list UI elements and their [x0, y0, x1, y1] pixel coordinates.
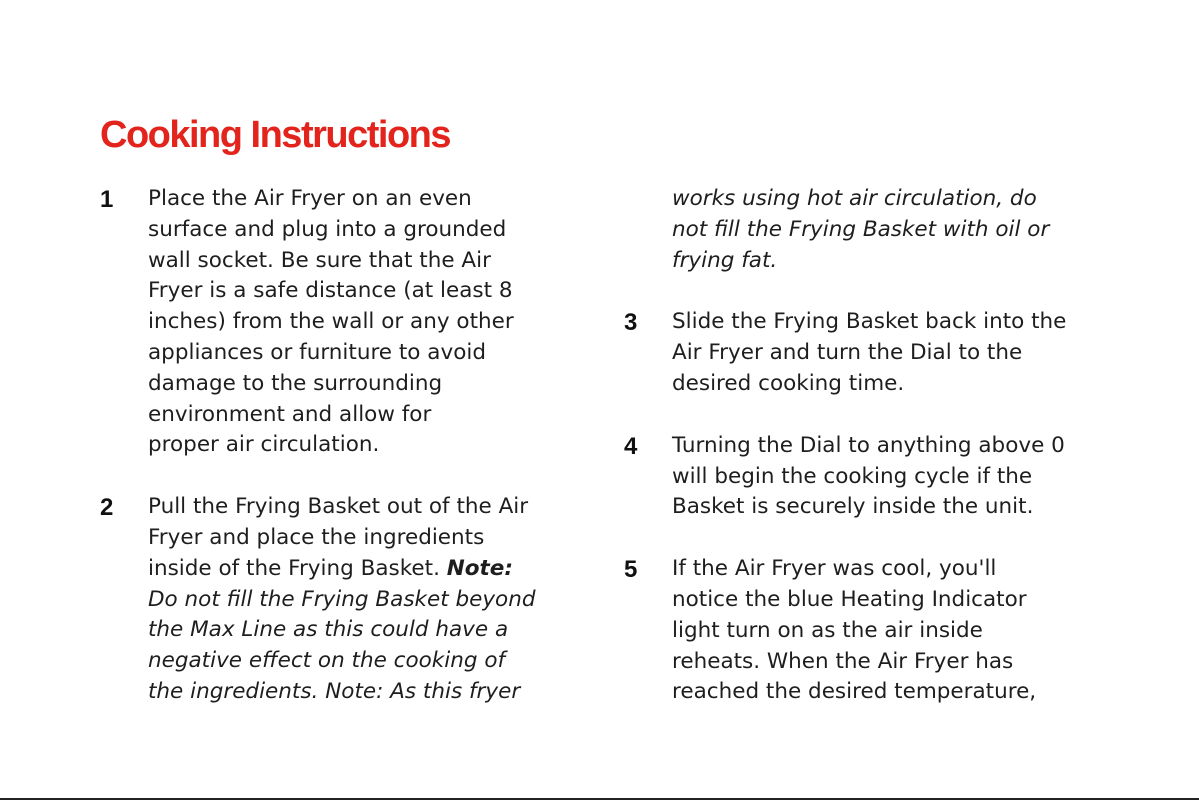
text-line: Place the Air Fryer on an even	[148, 186, 472, 211]
text-line: Fryer is a safe distance (at least 8	[148, 278, 513, 304]
text-line: If the Air Fryer was cool, you'll	[672, 556, 997, 582]
text-line: damage to the surrounding	[148, 370, 443, 396]
text-line: wall socket. Be sure that the Air	[148, 247, 491, 273]
text-line: Air Fryer and turn the Dial to the	[672, 340, 1023, 366]
note-line: frying fat.	[672, 247, 778, 273]
text-line: Turning the Dial to anything above 0	[672, 432, 1065, 458]
step-5	[624, 554, 1124, 708]
step-text	[148, 184, 580, 461]
text-line: will begin the cooking cycle if the	[672, 463, 1033, 489]
text-line: proper air circulation.	[148, 432, 380, 458]
text-line: Basket is securely inside the unit.	[672, 494, 1034, 520]
left-column	[100, 184, 580, 708]
text-line: Slide the Frying Basket back into the	[672, 309, 1067, 335]
text-line: surface and plug into a grounded	[148, 216, 507, 242]
text-line: environment and allow for	[148, 401, 432, 427]
text-line: desired cooking time.	[672, 370, 905, 396]
note-line: negative effect on the cooking of	[148, 648, 506, 674]
step-number: 4	[624, 432, 638, 460]
step-number: 3	[624, 309, 638, 337]
step-text	[672, 431, 1124, 523]
step-text	[672, 307, 1124, 399]
step-2-continued	[624, 184, 1124, 276]
text-line: Pull the Frying Basket out of the Air	[148, 494, 529, 520]
note-line: Do not fill the Frying Basket beyond	[148, 586, 536, 612]
text-line: Fryer and place the ingredients	[148, 524, 485, 550]
text-line: appliances or furniture to avoid	[148, 339, 486, 365]
step-text	[148, 492, 580, 708]
step-number: 1	[100, 186, 114, 213]
note-label: Note:	[446, 555, 513, 581]
note-line: the ingredients. Note: As this fryer	[148, 678, 521, 704]
note-line: the Max Line as this could have a	[148, 617, 509, 643]
text-line: inches) from the wall or any other	[148, 309, 514, 335]
text-line: notice the blue Heating Indicator	[672, 586, 1027, 612]
text-line: reached the desired temperature,	[672, 679, 1037, 705]
note-line: works using hot air circulation, do	[672, 186, 1037, 211]
note-line: not fill the Frying Basket with oil or	[672, 216, 1050, 242]
text-line: light turn on as the air inside	[672, 617, 983, 643]
right-column	[624, 184, 1124, 708]
text-line	[148, 554, 580, 585]
step-number: 5	[624, 556, 638, 584]
text-line: reheats. When the Air Fryer has	[672, 648, 1014, 674]
step-text	[672, 554, 1124, 708]
step-number: 2	[100, 494, 114, 522]
page-title: Cooking Instructions	[100, 114, 450, 156]
text-segment: inside of the Frying Basket.	[148, 555, 447, 581]
step-1	[100, 184, 580, 461]
step-4	[624, 431, 1124, 523]
step-2	[100, 492, 580, 708]
step-3	[624, 307, 1124, 399]
